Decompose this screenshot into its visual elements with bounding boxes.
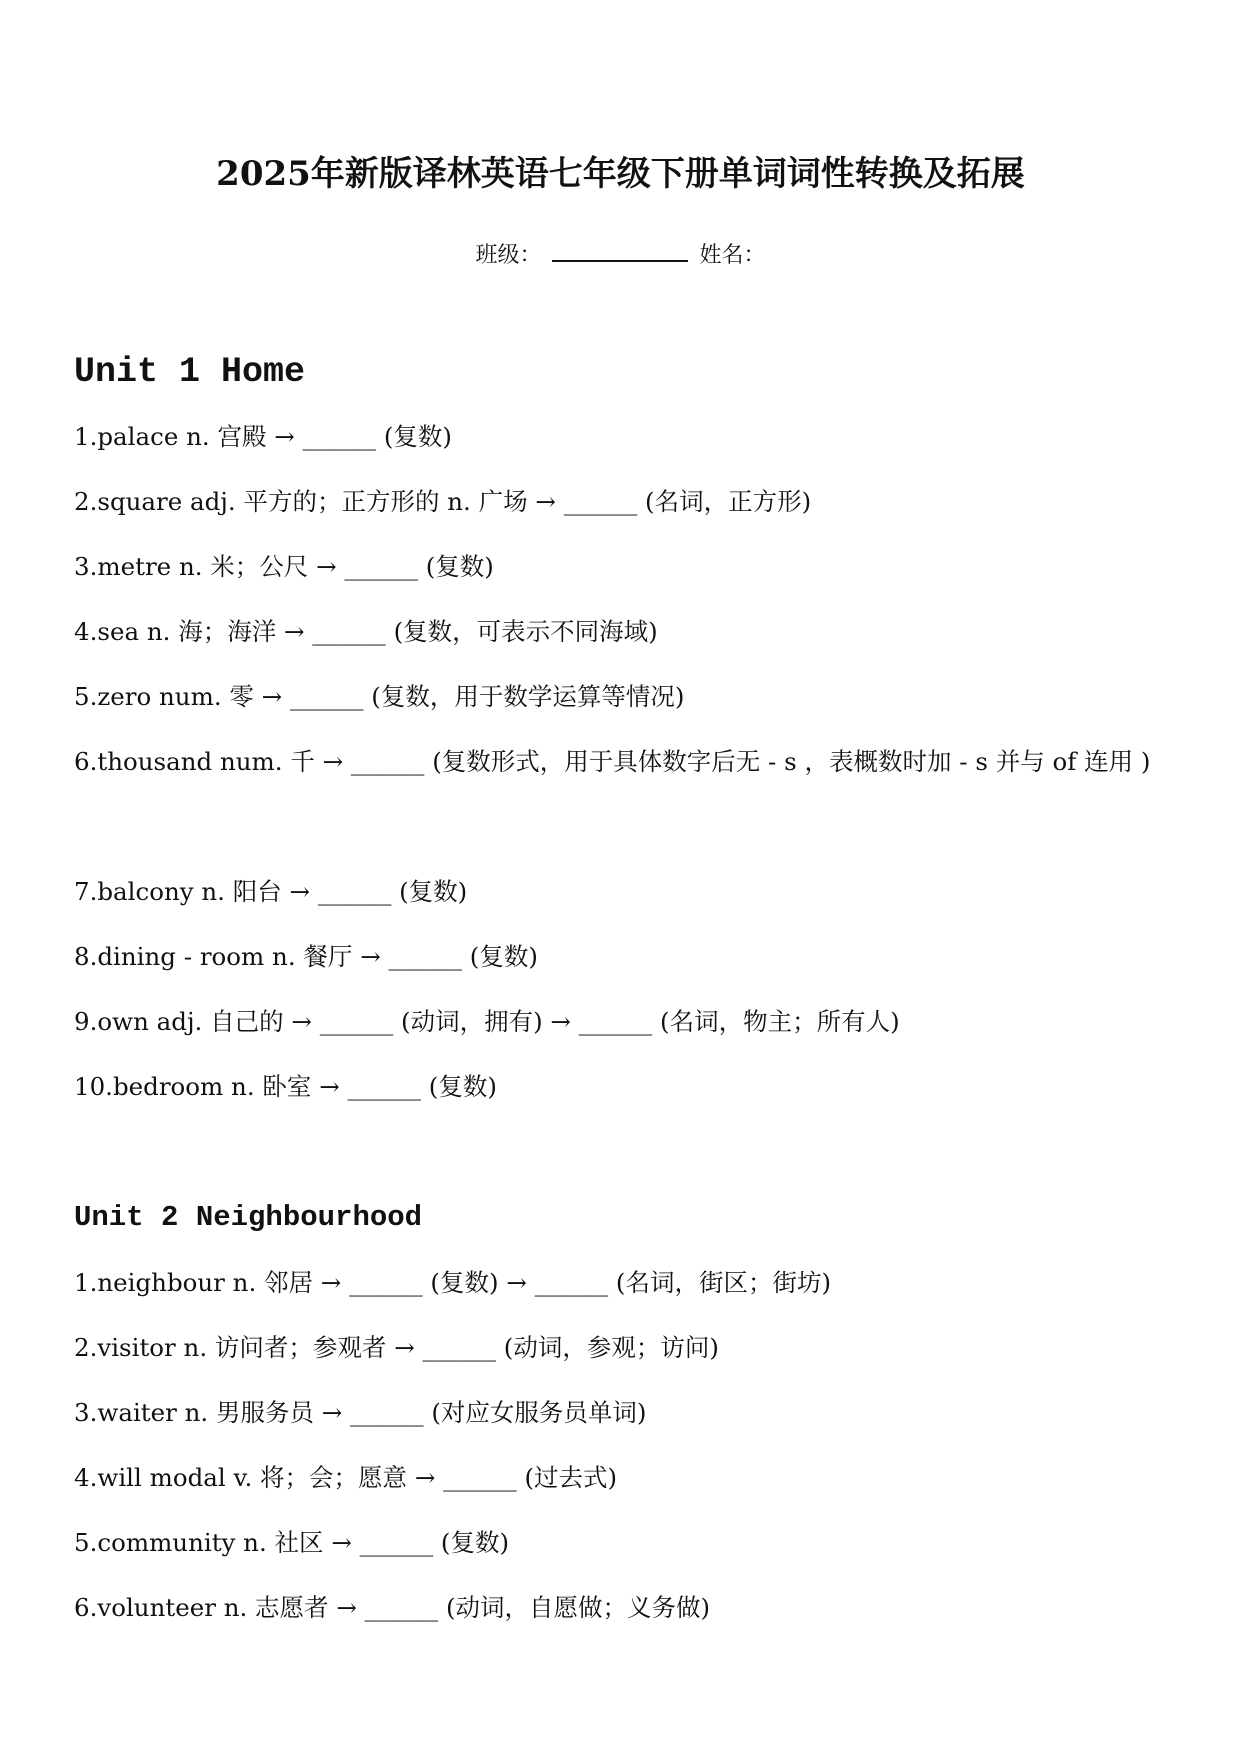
list-item: 5.community n. 社区 → ______ (复数) (74, 1528, 510, 1557)
unit-1-item-list (74, 404, 1174, 1119)
list-item: 3.metre n. 米；公尺 → ______ (复数) (74, 552, 494, 581)
class-blank[interactable] (552, 238, 688, 262)
list-item: 6.thousand num. 千 → ______ (复数形式，用于具体数字后无 - s ，表概数时加 - s 并与 of 连用 ) (74, 747, 1151, 776)
list-item: 4.sea n. 海；海洋 → ______ (复数，可表示不同海域) (74, 617, 658, 646)
list-item: 3.waiter n. 男服务员 → ______ (对应女服务员单词) (74, 1398, 647, 1427)
student-info-line (0, 238, 1241, 272)
list-item: 1.neighbour n. 邻居 → ______ (复数) → ______ (名词，街区；街坊) (74, 1268, 832, 1297)
unit-heading: Unit 2 Neighbourhood (74, 1201, 423, 1234)
list-item: 8.dining - room n. 餐厅 → ______ (复数) (74, 942, 538, 971)
list-item: 9.own adj. 自己的 → ______ (动词，拥有) → ______ (名词，物主；所有人) (74, 1007, 900, 1036)
name-label: 姓名： (699, 243, 766, 268)
list-item: 5.zero num. 零 → ______ (复数，用于数学运算等情况) (74, 682, 685, 711)
class-label: 班级： (475, 243, 542, 268)
list-item: 10.bedroom n. 卧室 → ______ (复数) (74, 1072, 497, 1101)
list-item: 2.visitor n. 访问者；参观者 → ______ (动词，参观；访问) (74, 1333, 719, 1362)
list-item: 2.square adj. 平方的；正方形的 n. 广场 → ______ (名词，正方形) (74, 487, 812, 516)
list-item: 1.palace n. 宫殿 → ______ (复数) (74, 422, 452, 451)
list-item: 6.volunteer n. 志愿者 → ______ (动词，自愿做；义务做) (74, 1593, 711, 1622)
list-item: 4.will modal v. 将；会；愿意 → ______ (过去式) (74, 1463, 618, 1492)
list-item: 7.balcony n. 阳台 → ______ (复数) (74, 877, 468, 906)
unit-heading: Unit 1 Home (74, 352, 306, 392)
unit-2-item-list (74, 1250, 1174, 1640)
page-title: 2025年新版译林英语七年级下册单词词性转换及拓展 (216, 154, 1025, 194)
